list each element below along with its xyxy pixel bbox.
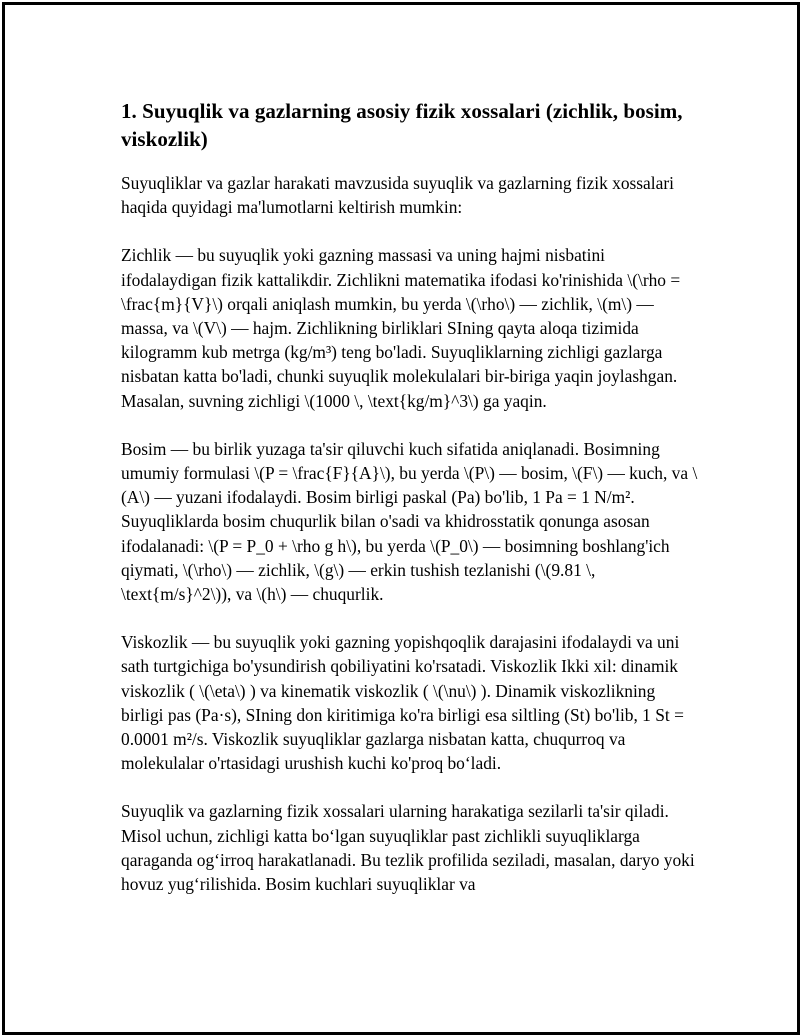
viscosity-paragraph: Viskozlik — bu suyuqlik yoki gazning yopishqoqlik darajasini ifodalaydi va uni sath turtgichiga bo'ysundirish qobiliyatini ko'rsatadi. Viskozlik Ikki xil: dinamik viskozlik ( \(\eta\) ) va kinematik viskozlik ( \(\nu\) ). Dinamik viskozlikning birligi pas (Pa·s), SIning don kiritimiga ko'ra birligi esa siltling (St) bo'lib, 1 St = 0.0001 m²/s. Viskozlik suyuqliklar gazlarga nisbatan katta, chuqurroq va molekulalar o'rtasidagi urushish kuchi ko'proq bo‘ladi.	[121, 632, 684, 774]
pressure-paragraph: Bosim — bu birlik yuzaga ta'sir qiluvchi kuch sifatida aniqlanadi. Bosimning umumiy formulasi \(P = \frac{F}{A}\), bu yerda \(P\) — bosim, \(F\) — kuch, va \(A\) — yuzani ifodalaydi. Bosim birligi paskal (Pa) bo'lib, 1 Pa = 1 N/m². Suyuqliklarda bosim chuqurlik bilan o'sadi va khidrosstatik qonunga asosan ifodalanadi: \(P = P_0 + \rho g h\), bu yerda \(P_0\) — bosimning boshlang'ich qiymati, \(\rho\) — zichlik, \(g\) — erkin tushish tezlanishi (\(9.81 \, \text{m/s}^2\)), va \(h\) — chuqurlik.	[121, 438, 698, 605]
intro-paragraph: Suyuqliklar va gazlar harakati mavzusida suyuqlik va gazlarning fizik xossalari haqida quyidagi ma'lumotlarni keltirish mumkin:	[121, 173, 674, 218]
document-body	[121, 97, 699, 920]
page-frame	[2, 2, 800, 1035]
page-title: 1. Suyuqlik va gazlarning asosiy fizik xossalari (zichlik, bosim, viskozlik)	[121, 99, 683, 151]
density-paragraph: Zichlik — bu suyuqlik yoki gazning massasi va uning hajmi nisbatini ifodalaydigan fizik kattalikdir. Zichlikni matematika ifodasi ko'rinishida \(\rho = \frac{m}{V}\) orqali aniqlash mumkin, bu yerda \(\rho\) — zichlik, \(m\) — massa, va \(V\) — hajm. Zichlikning birliklari SIning qayta aloqa tizimida kilogramm kub metrga (kg/m³) teng bo'ladi. Suyuqliklarning zichligi gazlarga nisbatan katta bo'ladi, chunki suyuqlik molekulalari bir-biriga yaqin joylashgan. Masalan, suvning zichligi \(1000 \, \text{kg/m}^3\) ga yaqin.	[121, 245, 681, 411]
effects-paragraph: Suyuqlik va gazlarning fizik xossalari ularning harakatiga sezilarli ta'sir qiladi. Misol uchun, zichligi katta bo‘lgan suyuqliklar past zichlikli suyuqliklarga qaraganda og‘irroq harakatlanadi. Bu tezlik profilida seziladi, masalan, daryo yoki hovuz yug‘rilishida. Bosim kuchlari suyuqliklar va	[121, 801, 695, 895]
